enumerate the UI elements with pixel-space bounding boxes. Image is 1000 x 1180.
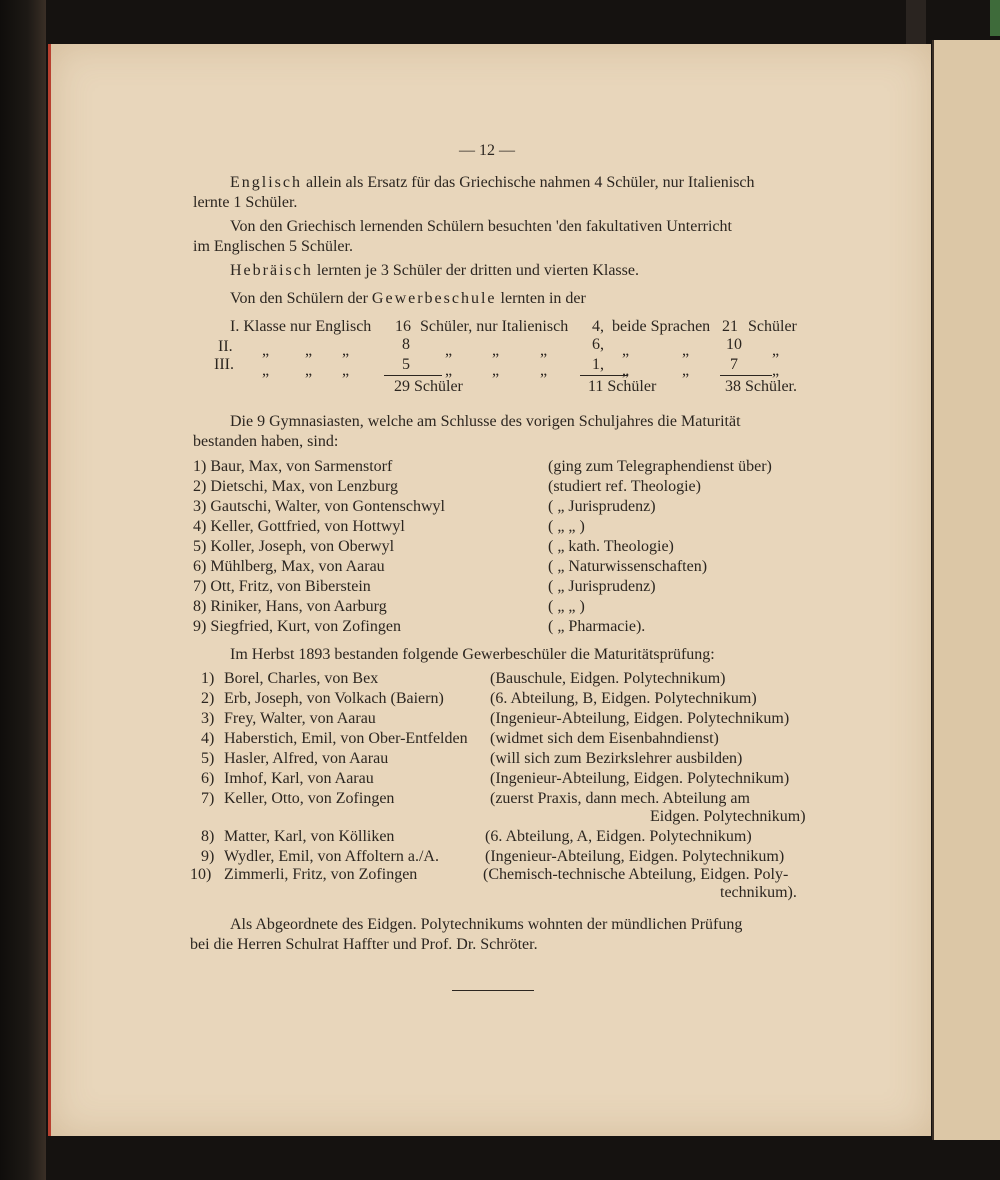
total-2: 11 Schüler <box>588 378 657 395</box>
list-item-name: Wydler, Emil, von Affoltern a./A. <box>224 848 439 865</box>
list-item-name: 6) Mühlberg, Max, von Aarau <box>193 558 385 575</box>
table-row-2-c2: 6, <box>592 336 604 353</box>
paragraph-1-line-2: lernte 1 Schüler. <box>193 194 298 211</box>
ditto-mark: „ <box>682 362 690 379</box>
list-item-name: 9) Siegfried, Kurt, von Zofingen <box>193 618 401 635</box>
paragraph-2-line-1: Von den Griechisch lernenden Schülern besuchten 'den fakultativen Unterricht <box>230 218 732 235</box>
list-item-note: (6. Abteilung, B, Eidgen. Polytechnikum) <box>490 690 757 707</box>
list-item-note: ( „ kath. Theologie) <box>548 538 674 555</box>
table-row-3-c3: 7 <box>730 356 738 373</box>
table-row-2-label: II. <box>218 338 233 355</box>
book-spine <box>0 0 46 1180</box>
table-row-2-c3: 10 <box>726 336 742 353</box>
ditto-mark: „ <box>262 342 270 359</box>
paragraph-5-line-1: Die 9 Gymnasiasten, welche am Schlusse des vorigen Schuljahres die Maturität <box>230 413 741 430</box>
list-item-note: ( „ Jurisprudenz) <box>548 578 656 595</box>
ditto-mark: „ <box>492 342 500 359</box>
ditto-mark: „ <box>772 342 780 359</box>
list-item-name: 4) Keller, Gottfried, von Hottwyl <box>193 518 405 535</box>
list-item-note-continued: technikum). <box>720 884 797 901</box>
list-item-note: (6. Abteilung, A, Eidgen. Polytechnikum) <box>485 828 752 845</box>
list-item-number: 1) <box>201 670 215 687</box>
list-item-name: 3) Gautschi, Walter, von Gontenschwyl <box>193 498 445 515</box>
table-row-3-c2: 1, <box>592 356 604 373</box>
sum-rule <box>384 375 442 376</box>
list-item-name: Keller, Otto, von Zofingen <box>224 790 395 807</box>
table-row-1-c3-text: Schüler <box>748 318 797 335</box>
list-item-name: 8) Riniker, Hans, von Aarburg <box>193 598 387 615</box>
list-item-note: (ging zum Telegraphendienst über) <box>548 458 772 475</box>
list-item-note: (Ingenieur-Abteilung, Eidgen. Polytechnikum) <box>490 770 790 787</box>
sum-rule <box>720 375 772 376</box>
list-item-name: 2) Dietschi, Max, von Lenzburg <box>193 478 398 495</box>
paragraph-3-text: lernten je 3 Schüler der dritten und vierten Klasse. <box>316 262 639 279</box>
spaced-englisch: Englisch <box>230 174 302 191</box>
ditto-mark: „ <box>772 362 780 379</box>
bookmark-tab <box>906 0 926 50</box>
list-item-note: (Chemisch-technische Abteilung, Eidgen. Poly- <box>483 866 789 883</box>
paragraph-1-line-1 <box>230 174 755 192</box>
list-item-number: 4) <box>201 730 215 747</box>
table-row-1-c2: 4, <box>592 318 604 335</box>
table-row-2-c1: 8 <box>402 336 410 353</box>
ditto-mark: „ <box>540 342 548 359</box>
list-item-number: 7) <box>201 790 215 807</box>
list-item-number: 6) <box>201 770 215 787</box>
list-item-note: ( „ Pharmacie). <box>548 618 646 635</box>
list-item-note: ( „ Naturwissenschaften) <box>548 558 708 575</box>
ditto-mark: „ <box>342 342 350 359</box>
spaced-gewerbeschule: Gewerbeschule <box>371 290 497 307</box>
table-row-1-c2-text: beide Sprachen <box>612 318 711 335</box>
list-item-number: 5) <box>201 750 215 767</box>
list-item-note: (will sich zum Bezirkslehrer ausbilden) <box>490 750 743 767</box>
ditto-mark: „ <box>262 362 270 379</box>
list-item-number: 2) <box>201 690 215 707</box>
list-item-note: (zuerst Praxis, dann mech. Abteilung am <box>490 790 750 807</box>
ditto-mark: „ <box>622 362 630 379</box>
list-item-name: 7) Ott, Fritz, von Biberstein <box>193 578 371 595</box>
paragraph-6: Im Herbst 1893 bestanden folgende Gewerbeschüler die Maturitätsprüfung: <box>230 646 715 663</box>
list-item-number: 9) <box>201 848 215 865</box>
list-item-note: (Ingenieur-Abteilung, Eidgen. Polytechnikum) <box>490 710 790 727</box>
list-item-name: Erb, Joseph, von Volkach (Baiern) <box>224 690 444 707</box>
total-1: 29 Schüler <box>394 378 463 395</box>
list-item-note: ( „ „ ) <box>548 598 585 615</box>
next-page-edge <box>932 40 1000 1140</box>
total-3: 38 Schüler. <box>725 378 797 395</box>
ditto-mark: „ <box>445 362 453 379</box>
paragraph-1-text: allein als Ersatz für das Griechische nahmen 4 Schüler, nur Italienisch <box>306 174 755 191</box>
sum-rule <box>580 375 628 376</box>
paragraph-5-line-2: bestanden haben, sind: <box>193 433 339 450</box>
list-item-note: (Ingenieur-Abteilung, Eidgen. Polytechnikum) <box>485 848 785 865</box>
ditto-mark: „ <box>540 362 548 379</box>
color-stripe <box>990 0 1000 36</box>
table-row-1-label: I. Klasse nur Englisch <box>230 318 372 335</box>
table-row-3-c1: 5 <box>402 356 410 373</box>
ditto-mark: „ <box>492 362 500 379</box>
paragraph-7-line-1: Als Abgeordnete des Eidgen. Polytechnikums wohnten der mündlichen Prüfung <box>230 916 743 933</box>
list-item-note: ( „ „ ) <box>548 518 585 535</box>
list-item-note: (Bauschule, Eidgen. Polytechnikum) <box>490 670 726 687</box>
table-row-3-label: III. <box>214 356 234 373</box>
page-number: — 12 — <box>459 142 515 159</box>
list-item-name: Matter, Karl, von Kölliken <box>224 828 395 845</box>
list-item-name: Imhof, Karl, von Aarau <box>224 770 374 787</box>
paragraph-4-end: lernten in der <box>500 290 586 307</box>
table-row-1-c3: 21 <box>722 318 738 335</box>
list-item-note: ( „ Jurisprudenz) <box>548 498 656 515</box>
list-item-note-continued: Eidgen. Polytechnikum) <box>650 808 806 825</box>
paragraph-4-start: Von den Schülern der <box>230 290 368 307</box>
ditto-mark: „ <box>305 362 313 379</box>
list-item-name: Borel, Charles, von Bex <box>224 670 379 687</box>
ditto-mark: „ <box>305 342 313 359</box>
table-row-1-c1: 16 <box>395 318 411 335</box>
closing-rule <box>452 990 534 991</box>
table-row-1-c1-text: Schüler, nur Italienisch <box>420 318 569 335</box>
list-item-number: 10) <box>190 866 212 883</box>
ditto-mark: „ <box>622 342 630 359</box>
list-item-name: Zimmerli, Fritz, von Zofingen <box>224 866 418 883</box>
ditto-mark: „ <box>445 342 453 359</box>
paragraph-3 <box>230 262 639 280</box>
list-item-name: 5) Koller, Joseph, von Oberwyl <box>193 538 395 555</box>
list-item-name: Haberstich, Emil, von Ober-Entfelden <box>224 730 468 747</box>
list-item-note: (studiert ref. Theologie) <box>548 478 701 495</box>
list-item-number: 3) <box>201 710 215 727</box>
spaced-hebraeisch: Hebräisch <box>230 262 313 279</box>
list-item-name: Hasler, Alfred, von Aarau <box>224 750 389 767</box>
list-item-note: (widmet sich dem Eisenbahndienst) <box>490 730 719 747</box>
ditto-mark: „ <box>342 362 350 379</box>
document-page <box>48 44 931 1136</box>
paragraph-7-line-2: bei die Herren Schulrat Haffter und Prof. Dr. Schröter. <box>190 936 538 953</box>
paragraph-4 <box>230 290 586 308</box>
ditto-mark: „ <box>682 342 690 359</box>
list-item-number: 8) <box>201 828 215 845</box>
list-item-name: Frey, Walter, von Aarau <box>224 710 376 727</box>
paragraph-2-line-2: im Englischen 5 Schüler. <box>193 238 353 255</box>
list-item-name: 1) Baur, Max, von Sarmenstorf <box>193 458 393 475</box>
